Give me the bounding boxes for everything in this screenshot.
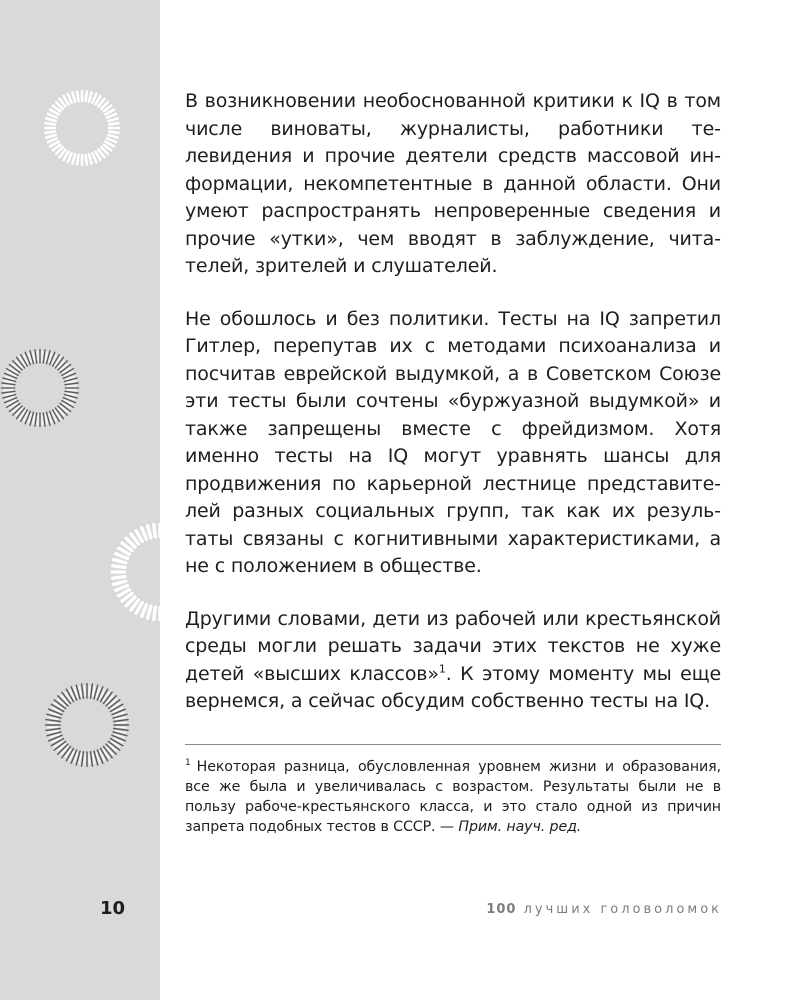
footnote-attribution: Прим. науч. ред. [458, 818, 582, 835]
main-text [185, 88, 721, 837]
paragraph-2: Не обошлось и без политики. Тесты на IQ запретил Гитлер, перепутав их с методами психоанализа и посчитав еврейской выдумкой, а в Советском Союзе эти тесты были сочтены «буржуазной выдумкой» и также запрещены вместе с фрейдизмом. Хотя именно тесты на IQ могут уравнять шансы для продвижения по карьерной лестнице представителей разных социальных групп, так как их результаты связаны с когнитивными характеристиками, а не с положением в обществе. [185, 307, 721, 577]
footnote-reference: 1 [438, 662, 446, 676]
paragraph-3-text-end: . К этому моменту мы еще вернемся, а сейчас обсудим собственно тесты на IQ. [185, 662, 721, 712]
paragraph-1: В возникновении необоснованной критики к IQ в том числе виноваты, журналисты, работники телевидения и прочие деятели средств массовой информации, некомпетентные в данной области. Они умеют распространять непроверенные сведения и прочие «утки», чем вводят в заблуждение, читателей, зрителей и слушателей. [185, 90, 721, 277]
page-number: 10 [100, 898, 126, 919]
sunburst-ring-icon [42, 680, 132, 770]
footnote-divider [185, 744, 721, 745]
paragraph-3 [185, 606, 721, 716]
footnote-marker: 1 [185, 757, 191, 768]
footnote-text: Некоторая разница, обусловленная уровнем жизни и образования, все же была и увеличивалась с возрастом. Результаты были не в пользу рабоче-крестьянского класса, и это стало одной из причин запрета подобных тестов в СССР. — [185, 758, 721, 835]
footnote [185, 757, 721, 837]
sunburst-ring-icon [0, 346, 82, 430]
running-head-title: лучших головоломок [523, 902, 722, 917]
running-head [486, 902, 722, 917]
paragraph-3-text: Другими словами, дети из рабочей или крестьянской среды могли решать задачи этих текстов не хуже детей «высших классов» [185, 607, 721, 685]
running-head-number: 100 [486, 902, 517, 917]
sunburst-ring-icon [42, 88, 122, 168]
